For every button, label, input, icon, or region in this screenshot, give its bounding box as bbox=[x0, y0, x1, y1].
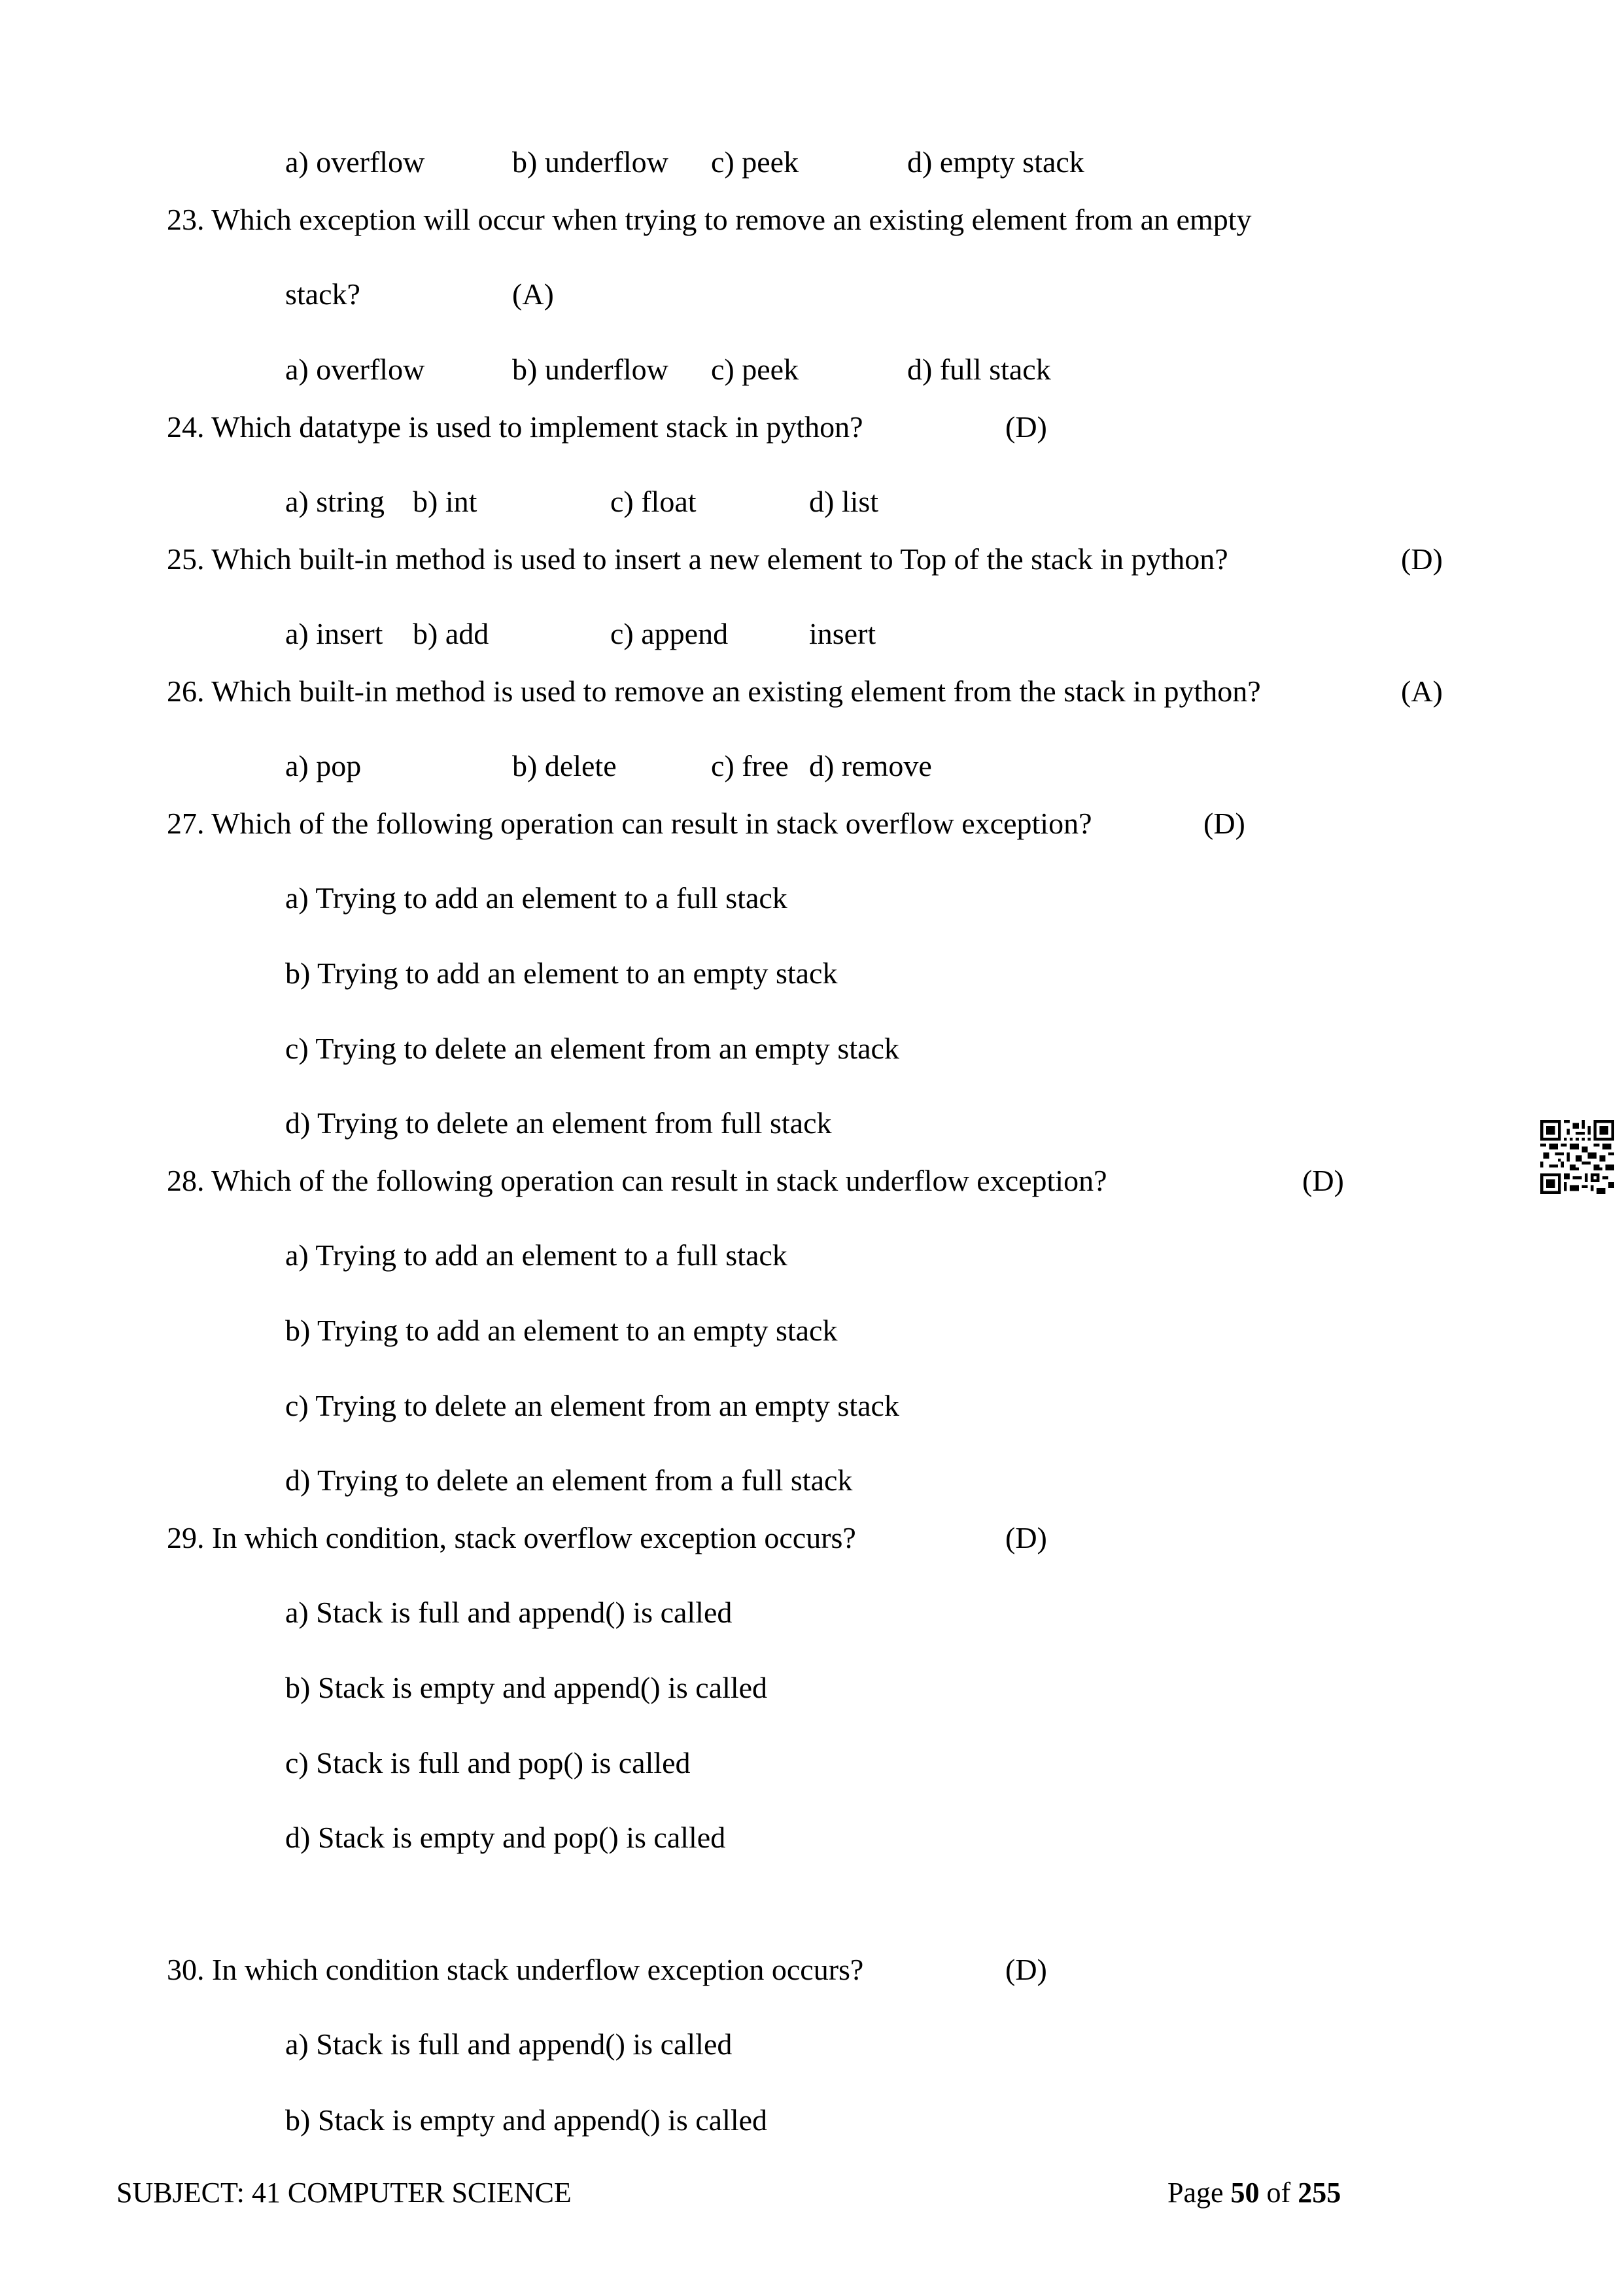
answer-24: (D) bbox=[1005, 410, 1047, 444]
option-d: d) Stack is empty and pop() is called bbox=[285, 1821, 726, 1854]
option-d: d) Trying to delete an element from a full stack bbox=[285, 1463, 853, 1497]
option-d: insert bbox=[809, 617, 876, 650]
page-mid: of bbox=[1259, 2177, 1298, 2209]
page-total: 255 bbox=[1298, 2177, 1341, 2209]
option-c: c) peek bbox=[711, 353, 799, 386]
question-23-continued: stack? bbox=[285, 277, 360, 311]
question-23: 23. Which exception will occur when trying to remove an existing element from an empty bbox=[167, 203, 1252, 236]
answer-27: (D) bbox=[1203, 807, 1245, 840]
option-d: d) Trying to delete an element from full stack bbox=[285, 1106, 832, 1140]
option-c: c) peek bbox=[711, 145, 799, 179]
option-b: b) Stack is empty and append() is called bbox=[285, 1671, 768, 1704]
question-24: 24. Which datatype is used to implement stack in python? bbox=[167, 410, 863, 444]
option-c: c) append bbox=[610, 617, 729, 650]
answer-23: (A) bbox=[512, 277, 554, 311]
option-b: b) Stack is empty and append() is called bbox=[285, 2103, 768, 2137]
question-25: 25. Which built-in method is used to insert a new element to Top of the stack in python? bbox=[167, 542, 1228, 576]
answer-30: (D) bbox=[1005, 1953, 1047, 1986]
option-a: a) overflow bbox=[285, 145, 425, 179]
page-current: 50 bbox=[1230, 2177, 1260, 2209]
answer-26: (A) bbox=[1401, 674, 1443, 708]
qr-code-icon bbox=[1540, 1120, 1614, 1194]
page-prefix: Page bbox=[1167, 2177, 1231, 2209]
option-d: d) full stack bbox=[907, 353, 1051, 386]
option-b: b) add bbox=[413, 617, 489, 650]
option-b: b) underflow bbox=[512, 353, 668, 386]
option-d: d) empty stack bbox=[907, 145, 1084, 179]
option-d: d) remove bbox=[809, 749, 932, 782]
option-c: c) Trying to delete an element from an empty stack bbox=[285, 1389, 899, 1422]
answer-29: (D) bbox=[1005, 1521, 1047, 1554]
option-c: c) free bbox=[711, 749, 789, 782]
option-c: c) float bbox=[610, 485, 697, 518]
option-c: c) Trying to delete an element from an empty stack bbox=[285, 1032, 899, 1065]
question-30: 30. In which condition stack underflow exception occurs? bbox=[167, 1953, 864, 1986]
option-c: c) Stack is full and pop() is called bbox=[285, 1746, 691, 1779]
option-b: b) delete bbox=[512, 749, 617, 782]
option-a: a) Stack is full and append() is called bbox=[285, 1596, 733, 1629]
option-b: b) underflow bbox=[512, 145, 668, 179]
option-a: a) Trying to add an element to a full stack bbox=[285, 1238, 787, 1272]
question-29: 29. In which condition, stack overflow exception occurs? bbox=[167, 1521, 856, 1554]
option-a: a) Stack is full and append() is called bbox=[285, 2027, 733, 2061]
footer-subject: SUBJECT: 41 COMPUTER SCIENCE bbox=[116, 2177, 572, 2209]
option-b: b) Trying to add an element to an empty stack bbox=[285, 1314, 838, 1347]
question-26: 26. Which built-in method is used to remove an existing element from the stack in python? bbox=[167, 674, 1261, 708]
option-d: d) list bbox=[809, 485, 879, 518]
answer-28: (D) bbox=[1302, 1164, 1344, 1197]
option-a: a) Trying to add an element to a full stack bbox=[285, 881, 787, 915]
option-a: a) insert bbox=[285, 617, 383, 650]
page-number bbox=[1167, 2179, 1341, 2207]
option-b: b) int bbox=[413, 485, 477, 518]
answer-25: (D) bbox=[1401, 542, 1443, 576]
option-a: a) string bbox=[285, 485, 385, 518]
option-a: a) pop bbox=[285, 749, 362, 782]
question-27: 27. Which of the following operation can result in stack overflow exception? bbox=[167, 807, 1092, 840]
question-28: 28. Which of the following operation can result in stack underflow exception? bbox=[167, 1164, 1107, 1197]
option-a: a) overflow bbox=[285, 353, 425, 386]
option-b: b) Trying to add an element to an empty stack bbox=[285, 956, 838, 990]
